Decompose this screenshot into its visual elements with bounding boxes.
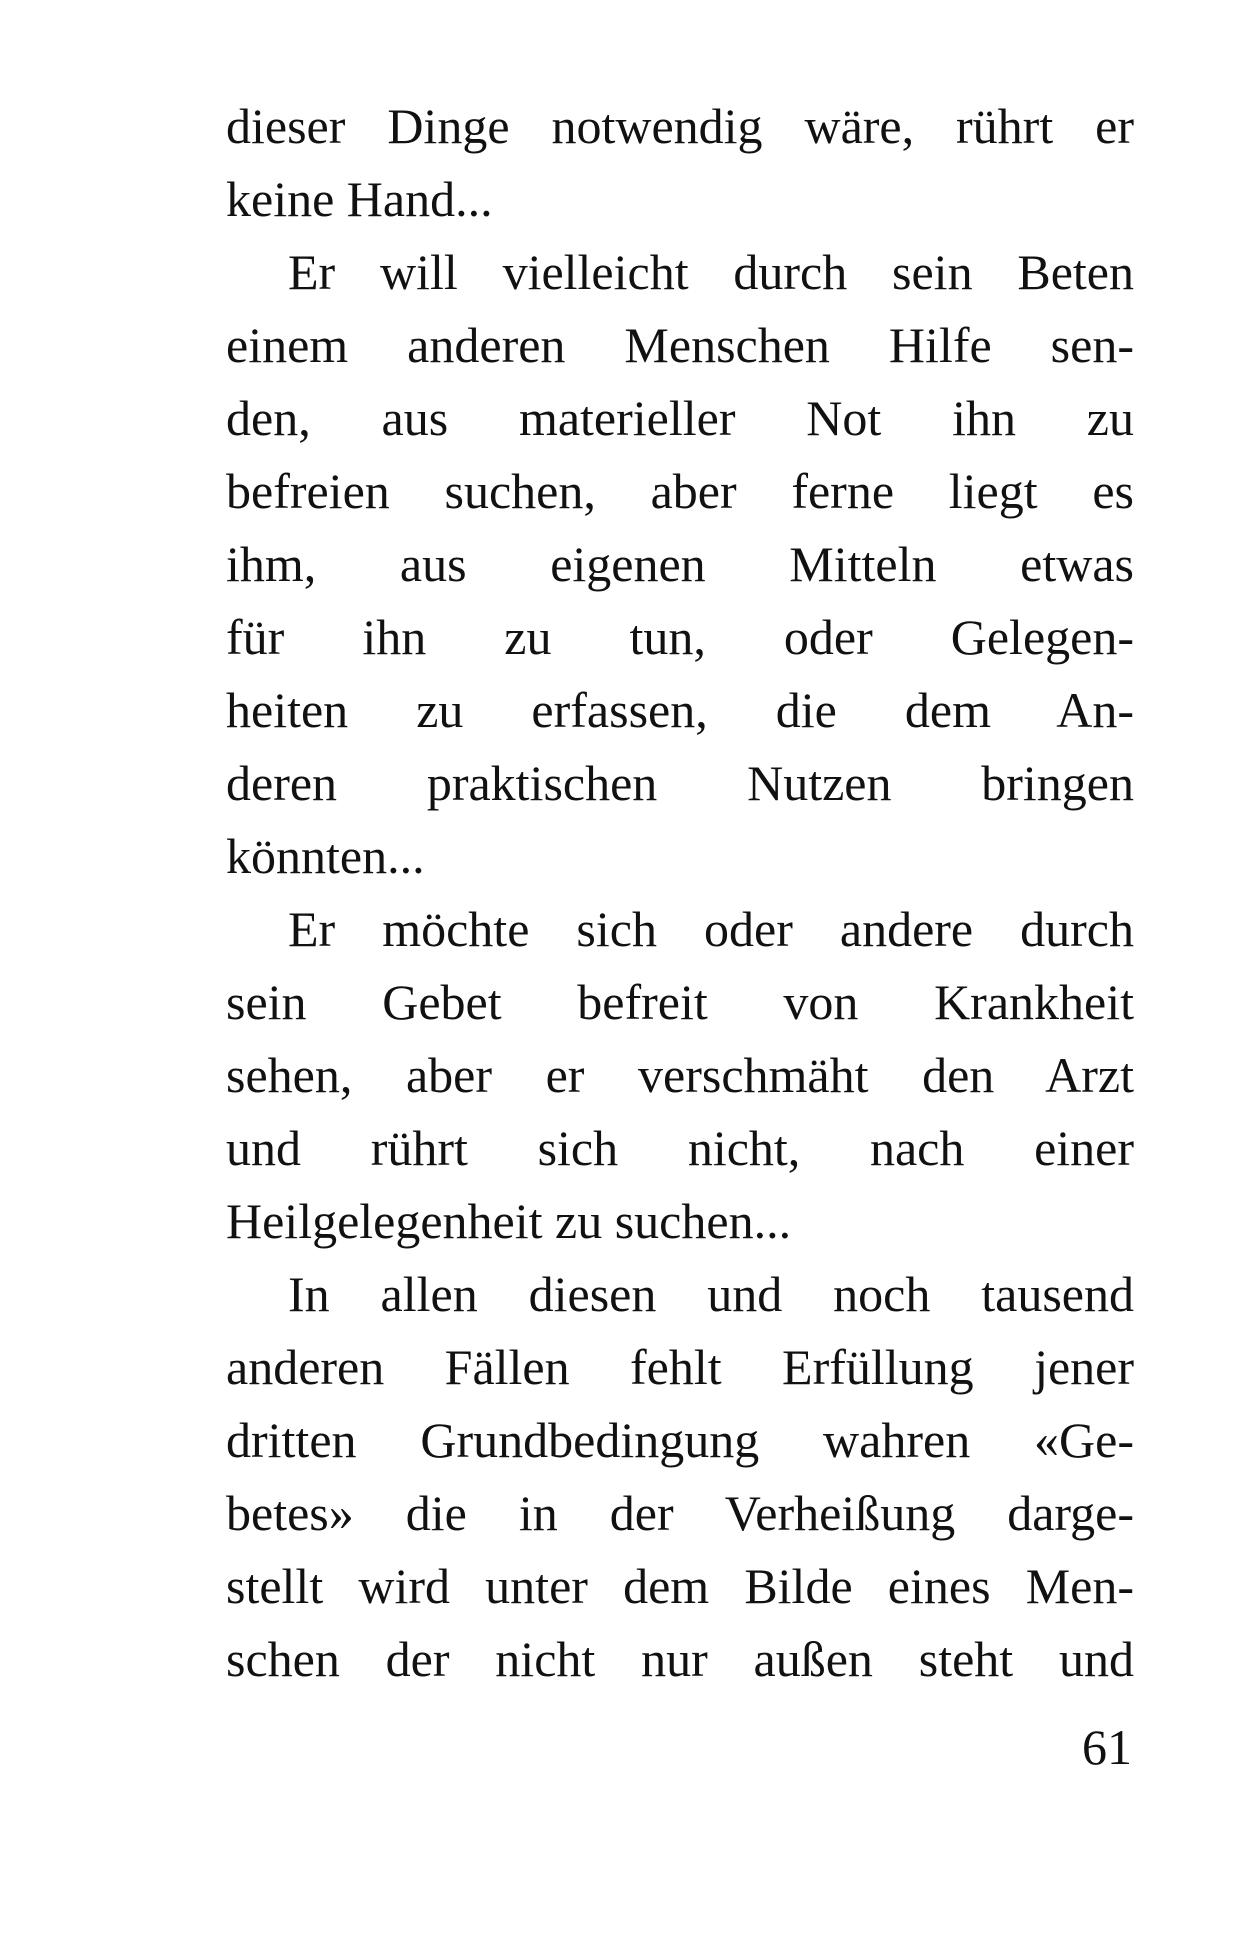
text-line: Er will vielleicht durch sein Beten: [288, 244, 1134, 300]
text-line: heiten zu erfassen, die dem An-: [226, 682, 1134, 738]
text-line: keine Hand...: [226, 171, 493, 227]
text-line: schen der nicht nur außen steht und: [226, 1631, 1134, 1687]
text-line: einem anderen Menschen Hilfe sen-: [226, 317, 1134, 373]
text-line: könnten...: [226, 828, 425, 884]
text-line: den, aus materieller Not ihn zu: [226, 390, 1134, 446]
text-line: dieser Dinge notwendig wäre, rührt er: [226, 98, 1134, 154]
text-line: deren praktischen Nutzen bringen: [226, 755, 1134, 811]
text-line: betes» die in der Verheißung darge-: [226, 1485, 1134, 1541]
text-line: In allen diesen und noch tausend: [288, 1266, 1134, 1322]
text-line: für ihn zu tun, oder Gelegen-: [226, 609, 1134, 665]
text-line: sehen, aber er verschmäht den Arzt: [226, 1047, 1134, 1103]
text-line: Er möchte sich oder andere durch: [288, 901, 1134, 957]
text-line: befreien suchen, aber ferne liegt es: [226, 463, 1134, 519]
body-text: [226, 90, 1134, 1696]
text-line: stellt wird unter dem Bilde eines Men-: [226, 1558, 1134, 1614]
text-line: anderen Fällen fehlt Erfüllung jener: [226, 1339, 1134, 1395]
text-line: und rührt sich nicht, nach einer: [226, 1120, 1134, 1176]
text-line: ihm, aus eigenen Mitteln etwas: [226, 536, 1134, 592]
text-line: dritten Grundbedingung wahren «Ge-: [226, 1412, 1134, 1468]
text-line: sein Gebet befreit von Krankheit: [226, 974, 1134, 1030]
text-line: Heilgelegenheit zu suchen...: [226, 1193, 792, 1249]
page-number: 61: [1082, 1719, 1132, 1775]
